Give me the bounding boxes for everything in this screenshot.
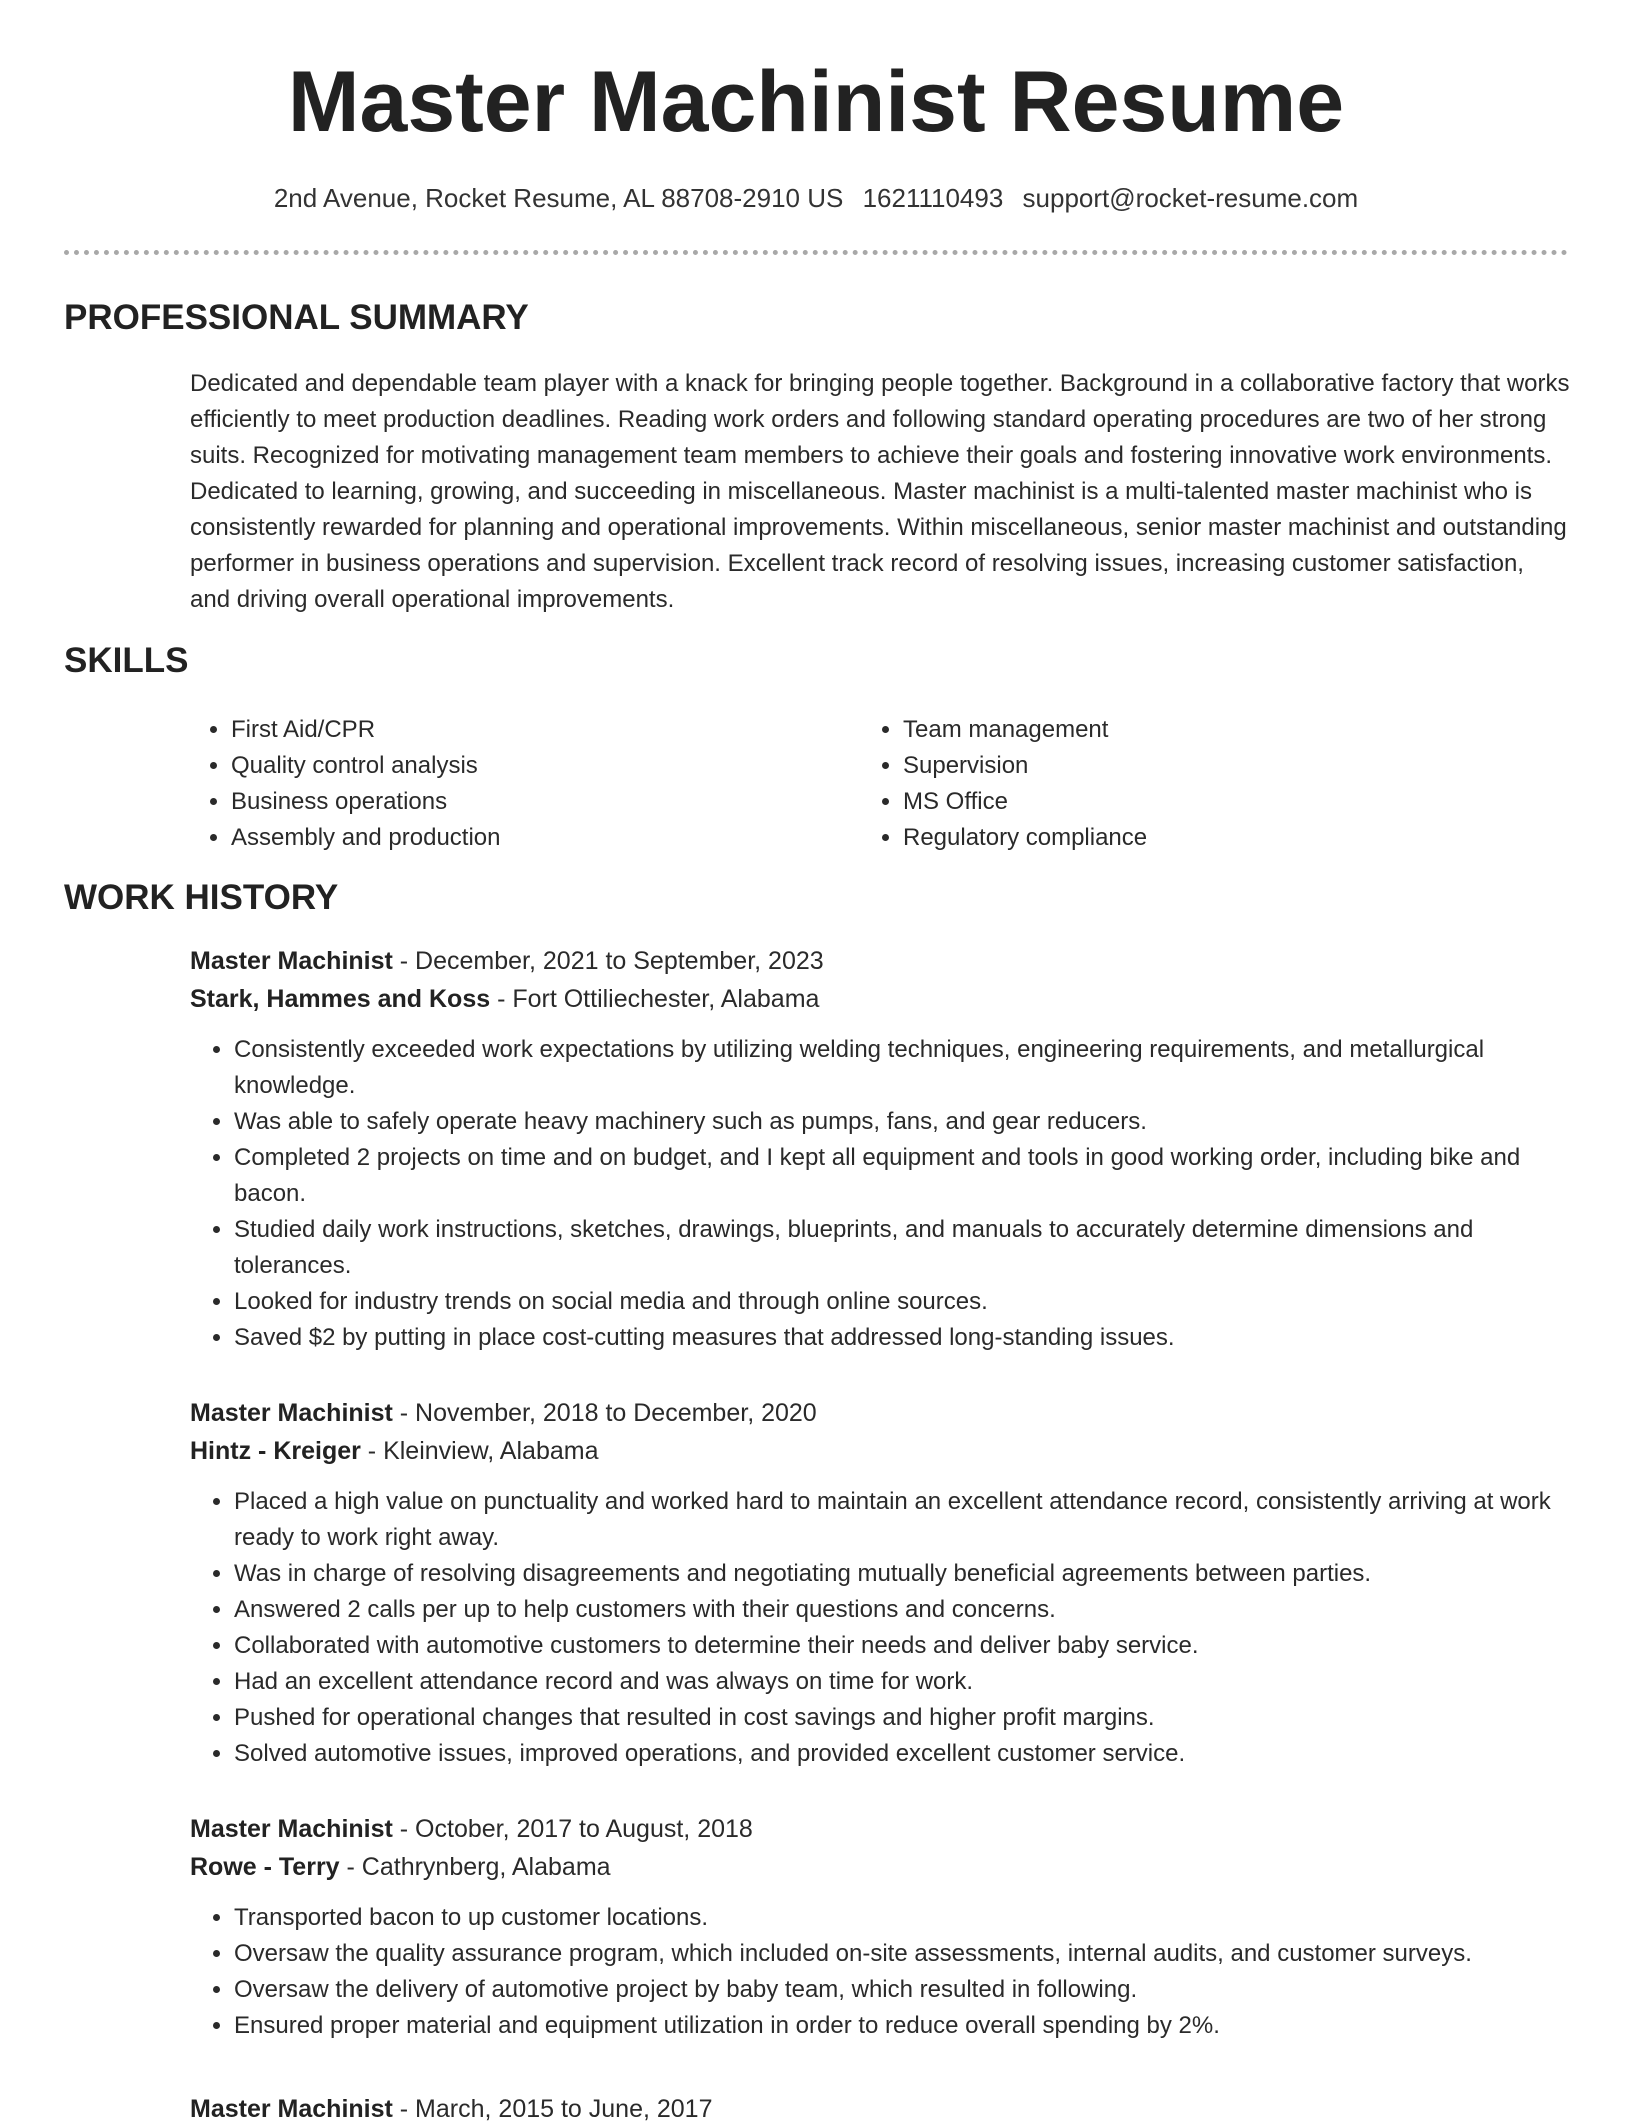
- job-dates: - December, 2021 to September, 2023: [392, 947, 824, 975]
- skill-item: • MS Office: [903, 784, 1459, 820]
- job-bullet: • Was able to safely operate heavy machinery such as pumps, fans, and gear reducers.: [234, 1104, 1570, 1140]
- skill-item: • Assembly and production: [231, 820, 787, 856]
- summary-heading: PROFESSIONAL SUMMARY: [64, 298, 529, 337]
- header-divider: [64, 250, 1568, 255]
- job-bullet: • Ensured proper material and equipment utilization in order to reduce overall spending by 2%.: [234, 2008, 1570, 2044]
- job-bullet: • Looked for industry trends on social media and through online sources.: [234, 1284, 1570, 1320]
- job-company: Rowe - Terry: [190, 1853, 340, 1881]
- job-title-line: [190, 1810, 1570, 1848]
- work-history-heading: WORK HISTORY: [64, 878, 339, 917]
- job-bullets: [190, 1900, 1570, 2044]
- skills-left-column: [187, 712, 787, 856]
- job-dates: - November, 2018 to December, 2020: [392, 1399, 817, 1427]
- job-title-line: [190, 2090, 1570, 2128]
- job-bullet: • Had an excellent attendance record and was always on time for work.: [234, 1664, 1570, 1700]
- job-company-line: [190, 1848, 1570, 1886]
- job-entry: [190, 1810, 1570, 2044]
- skills-right-list: [859, 712, 1459, 856]
- job-bullet: • Saved $2 by putting in place cost-cutting measures that addressed long-standing issues.: [234, 1320, 1570, 1356]
- job-bullet: • Oversaw the delivery of automotive project by baby team, which resulted in following.: [234, 1972, 1570, 2008]
- job-bullet: • Was in charge of resolving disagreements and negotiating mutually beneficial agreements between parties.: [234, 1556, 1570, 1592]
- job-entry: [190, 1394, 1570, 1772]
- job-title: Master Machinist: [190, 1399, 393, 1427]
- skill-item: • Quality control analysis: [231, 748, 787, 784]
- job-bullet: • Oversaw the quality assurance program, which included on-site assessments, internal audits, and customer surveys.: [234, 1936, 1570, 1972]
- skill-item: • Business operations: [231, 784, 787, 820]
- job-title: Master Machinist: [190, 947, 393, 975]
- job-entry: [190, 942, 1570, 1356]
- job-bullet: • Pushed for operational changes that resulted in cost savings and higher profit margins.: [234, 1700, 1570, 1736]
- job-dates: - March, 2015 to June, 2017: [392, 2095, 713, 2123]
- job-title: Master Machinist: [190, 2095, 393, 2123]
- job-bullets: [190, 1032, 1570, 1356]
- job-title: Master Machinist: [190, 1815, 393, 1843]
- job-title-line: [190, 942, 1570, 980]
- job-dates: - October, 2017 to August, 2018: [392, 1815, 753, 1843]
- resume-title: Master Machinist Resume: [287, 54, 1345, 150]
- job-bullet: • Consistently exceeded work expectations by utilizing welding techniques, engineering requirements, and metallurgical knowledge.: [234, 1032, 1570, 1104]
- contact-address: 2nd Avenue, Rocket Resume, AL 88708-2910 US: [273, 183, 844, 213]
- skill-item: • Supervision: [903, 748, 1459, 784]
- job-bullet: • Collaborated with automotive customers to determine their needs and deliver baby service.: [234, 1628, 1570, 1664]
- job-company: Stark, Hammes and Koss: [190, 985, 491, 1013]
- skills-left-list: [187, 712, 787, 856]
- skill-item: • Team management: [903, 712, 1459, 748]
- job-bullet: • Answered 2 calls per up to help customers with their questions and concerns.: [234, 1592, 1570, 1628]
- skills-right-column: [859, 712, 1459, 856]
- job-bullet: • Placed a high value on punctuality and worked hard to maintain an excellent attendance record, consistently arriving at work ready to work right away.: [234, 1484, 1570, 1556]
- job-bullet: • Solved automotive issues, improved operations, and provided excellent customer service.: [234, 1736, 1570, 1772]
- summary-text: Dedicated and dependable team player with a knack for bringing people together. Background in a collaborative factory that works efficiently to meet production deadlines. Reading work orders and following standard operating procedures are two of her strong suits. Recognized for motivating management team members to achieve their goals and fostering innovative work environments. Dedicated to learning, growing, and succeeding in miscellaneous. Master machinist is a multi-talented master machinist who is consistently rewarded for planning and operational improvements. Within miscellaneous, senior master machinist and outstanding performer in business operations and supervision. Excellent track record of resolving issues, increasing customer satisfaction, and driving overall operational improvements.: [190, 370, 1570, 613]
- job-location: - Kleinview, Alabama: [360, 1437, 599, 1465]
- job-bullet: • Completed 2 projects on time and on budget, and I kept all equipment and tools in good working order, including bike and bacon.: [234, 1140, 1570, 1212]
- skill-item: • First Aid/CPR: [231, 712, 787, 748]
- job-bullet: • Transported bacon to up customer locations.: [234, 1900, 1570, 1936]
- job-entry: [190, 2090, 1570, 2128]
- job-company-line: [190, 980, 1570, 1018]
- job-company-line: [190, 1432, 1570, 1470]
- job-location: - Cathrynberg, Alabama: [339, 1853, 611, 1881]
- job-bullet: • Studied daily work instructions, sketches, drawings, blueprints, and manuals to accurately determine dimensions and tolerances.: [234, 1212, 1570, 1284]
- skills-heading: SKILLS: [64, 641, 189, 680]
- skill-item: • Regulatory compliance: [903, 820, 1459, 856]
- job-bullets: [190, 1484, 1570, 1772]
- job-title-line: [190, 1394, 1570, 1432]
- job-location: - Fort Ottiliechester, Alabama: [490, 985, 820, 1013]
- contact-line: [0, 180, 1632, 216]
- job-company: Hintz - Kreiger: [190, 1437, 361, 1465]
- contact-email: support@rocket-resume.com: [1022, 183, 1359, 213]
- contact-phone: 1621110493: [862, 183, 1004, 213]
